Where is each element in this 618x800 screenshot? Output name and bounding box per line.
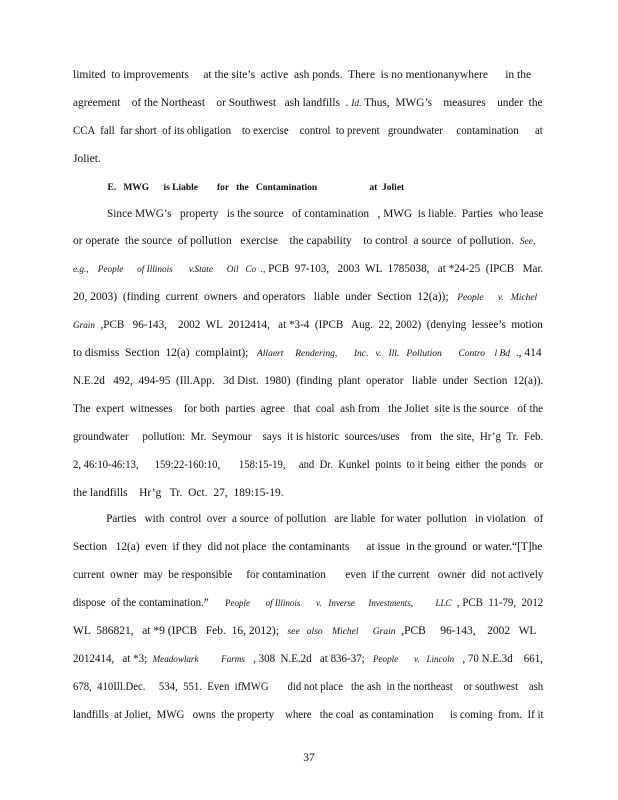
text-line	[73, 540, 543, 554]
text-run: ,PCB 96-143, 2002 WL 2012414, at *3-4 (IPCB Aug. 22, 2002) (denying lessee’s motion	[94, 319, 543, 331]
text-run: 2, 46:10-46:13, 159:22-160:10, 158:15-19, and Dr. Kunkel points to it being either the ponds or	[73, 459, 544, 471]
text-run: agreement of the Northeast or Southwest ash landfills .	[73, 97, 352, 109]
page-number: 37	[303, 752, 315, 764]
citation-text: Grain	[73, 321, 95, 331]
text-run: Joliet.	[73, 153, 101, 165]
text-run: 20, 2003) (finding current owners and operators liable under Section 12(a));	[73, 291, 458, 303]
text-line	[73, 596, 544, 611]
text-run: , 308 N.E.2d at 836-37;	[244, 653, 373, 665]
citation-text: People v. Lincoln	[372, 655, 455, 665]
text-line	[73, 486, 543, 500]
text-run: to dismiss Section 12(a) complaint);	[73, 347, 257, 359]
citation-text: see also Michel Grain	[287, 627, 396, 637]
text-run: N.E.2d 492, 494-95 (Ill.App. 3d Dist. 1980) (finding plant operator liable under Section 12(a)).	[73, 375, 544, 387]
text-run: Thus, MWG’s measures under the	[361, 97, 543, 109]
text-run: the landfills Hr’g Tr. Oct. 27, 189:15-19.	[73, 487, 284, 499]
text-run: WL 586821, at *9 (IPCB Feb. 16, 2012);	[73, 625, 288, 637]
text-run: or operate the source of pollution exercise the capability to control a source of pollution.	[73, 235, 520, 247]
text-run	[73, 181, 108, 193]
text-run: , 70 N.E.3d 661,	[454, 653, 543, 665]
citation-text: People v. Michel	[457, 293, 538, 303]
text-line	[73, 180, 543, 195]
text-run: ., 414	[510, 347, 542, 359]
text-line	[73, 568, 544, 582]
text-line	[73, 430, 544, 444]
text-line	[73, 708, 544, 722]
text-line	[73, 318, 543, 333]
text-run: Since MWG’s property is the source of contamination , MWG is liable. Parties who lease	[73, 208, 544, 220]
citation-text: Allaert Rendering, Inc. v. Ill. Pollution Contro l Bd	[256, 349, 511, 359]
text-line	[73, 512, 544, 526]
text-run: 678, 410Ill.Dec. 534, 551. Even ifMWG did not place the ash in the northeast or southwest ash	[73, 681, 544, 693]
text-line	[73, 346, 543, 361]
text-run: groundwater pollution: Mr. Seymour says it is historic sources/uses from the site, Hr’g Tr. Feb.	[73, 431, 544, 443]
text-run: , PCB 11-79, 2012	[451, 597, 544, 609]
text-line	[73, 262, 544, 277]
text-line	[73, 124, 543, 138]
text-run: Section 12(a) even if they did not place the contaminants at issue in the ground or water.“[T]he	[73, 541, 543, 553]
text-line	[73, 290, 543, 305]
text-line	[73, 234, 543, 249]
text-line	[73, 68, 543, 82]
text-line	[73, 680, 544, 694]
text-run: limited to improvements at the site’s active ash ponds. There is no mentionanywhere in the	[73, 69, 532, 81]
text-run: current owner may be responsible for contamination even if the current owner did not actively	[73, 569, 544, 581]
text-run: The expert witnesses for both parties agree that coal ash from the Joliet site is the source of the	[73, 403, 544, 415]
citation-text: See,	[519, 237, 536, 247]
text-line	[73, 152, 543, 166]
text-line	[73, 458, 544, 472]
text-line	[73, 402, 544, 416]
text-run: Parties with control over a source of pollution are liable for water pollution in violation of	[73, 513, 544, 525]
citation-text: People of Illinois v. Inverse Investments, LLC	[224, 599, 452, 609]
text-run: dispose of the contamination.”	[73, 597, 225, 609]
text-run: ,PCB 96-143, 2002 WL	[395, 625, 537, 637]
citation-text: e.g., People of Illinois v.State Oil Co .,	[73, 265, 266, 275]
text-line	[73, 374, 544, 388]
text-line	[73, 207, 544, 221]
text-line	[73, 96, 543, 111]
text-line	[73, 624, 543, 639]
text-run: landfills at Joliet, MWG owns the property where the coal as contamination is coming from. If it	[73, 709, 544, 721]
citation-text: Meadowlark Farms	[152, 655, 245, 665]
text-run: CCA fall far short of its obligation to exercise control to prevent groundwater contamination at	[73, 125, 543, 137]
text-line	[73, 652, 543, 667]
section-heading: E. MWG is Liable for the Contamination at Joliet	[107, 183, 405, 193]
text-run: PCB 97-103, 2003 WL 1785038, at *24-25 (IPCB Mar.	[265, 263, 544, 275]
citation-text: Id.	[351, 99, 362, 109]
text-run: 2012414, at *3;	[73, 653, 153, 665]
